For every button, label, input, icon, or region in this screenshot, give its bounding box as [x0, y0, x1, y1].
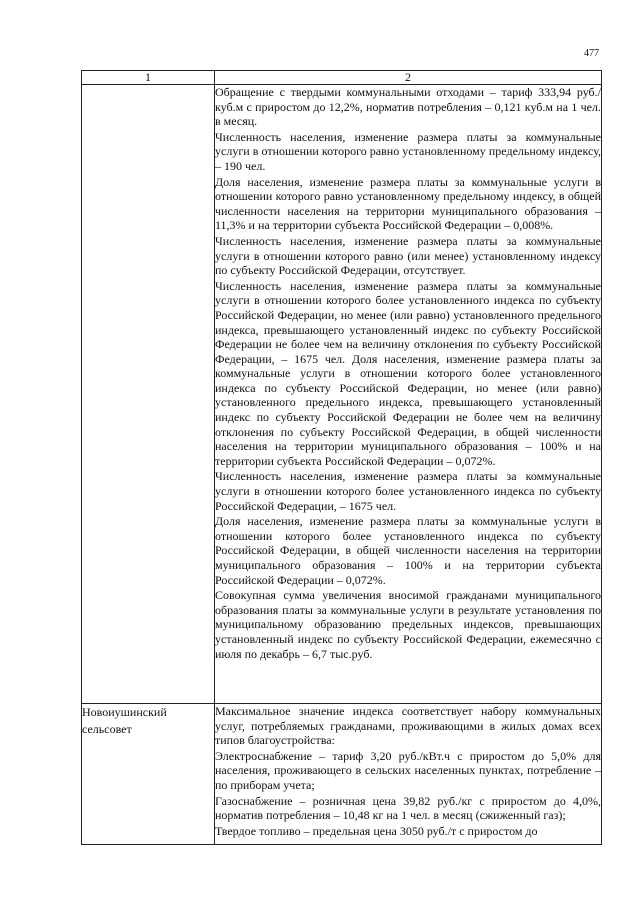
paragraph: Совокупная сумма увеличения вносимой гражданами муниципального образования платы за коммунальные услуги в результате установления по муниципальному образованию предельных индексов, превышающих установленный индекс по субъекту Российской Федерации, ежемесячно с июля по декабрь – 6,7 тыс.руб. — [215, 588, 601, 661]
row-content — [215, 85, 602, 704]
page-number: 477 — [584, 48, 599, 59]
header-row — [82, 71, 602, 85]
paragraph: Численность населения, изменение размера платы за коммунальные услуги в отношении которого равно установленному предельному индексу, – 190 чел. — [215, 129, 601, 173]
main-table — [81, 70, 602, 845]
paragraph: Максимальное значение индекса соответствует набору коммунальных услуг, потребляемых гражданами, проживающими в жилых домах всех типов благоустройства: — [215, 704, 601, 748]
row-label — [82, 85, 215, 704]
paragraph: Обращение с твердыми коммунальными отходами – тариф 333,94 руб./куб.м с приростом до 12,2%, норматив потребления – 0,121 куб.м на 1 чел. в месяц. — [215, 85, 601, 129]
column-header-2: 2 — [215, 71, 602, 85]
table-row — [82, 704, 602, 845]
row-content — [215, 704, 602, 845]
row-label-settlement: Новоиушинский сельсовет — [82, 704, 215, 845]
paragraph: Доля населения, изменение размера платы за коммунальные услуги в отношении которого равно установленному предельному индексу, в общей численности населения на территории муниципального образования – 11,3% и на территории субъекта Российской Федерации – 0,008%. — [215, 174, 601, 233]
paragraph: Газоснабжение – розничная цена 39,82 руб./кг с приростом до 4,0%, норматив потребления – 10,48 кг на 1 чел. в месяц (сжиженный газ); — [215, 793, 601, 823]
paragraph: Численность населения, изменение размера платы за коммунальные услуги в отношении которого равно (или менее) установленному индексу по субъекту Российской Федерации, отсутствует. — [215, 233, 601, 278]
paragraph: Доля населения, изменение размера платы за коммунальные услуги в отношении которого более установленного индекса по субъекту Российской Федерации, в общей численности населения на территории муниципального образования – 100% и на территории субъекта Российской Федерации – 0,072%. — [215, 514, 601, 587]
paragraph: Твердое топливо – предельная цена 3050 руб./т с приростом до — [215, 823, 538, 838]
paragraph: Численность населения, изменение размера платы за коммунальные услуги в отношении которого более установленного индекса по субъекту Российской Федерации, – 1675 чел. — [215, 469, 601, 513]
column-header-1: 1 — [82, 71, 215, 85]
paragraph: Численность населения, изменение размера платы за коммунальные услуги в отношении которого более установленного индекса по субъекту Российской Федерации, но менее (или равно) установленного предельного индекса, превышающего установленный индекс по субъекту Российской Федерации не более чем на величину отклонения по субъекту Российской Федерации, – 1675 чел. Доля населения, изменение размера платы за коммунальные услуги в отношении которого более установленного индекса по субъекту Российской Федерации, но менее (или равно) установленного предельного индекса, превышающего установленный индекс по субъекту Российской Федерации не более чем на величину отклонения по субъекту Российской Федерации, в общей численности населения на территории муниципального образования – 100% и на территории субъекта Российской Федерации – 0,072%. — [215, 278, 601, 468]
paragraph: Электроснабжение – тариф 3,20 руб./кВт.ч с приростом до 5,0% для населения, проживающего в сельских населенных пунктах, потребление – по приборам учета; — [215, 748, 601, 792]
table-row — [82, 85, 602, 704]
